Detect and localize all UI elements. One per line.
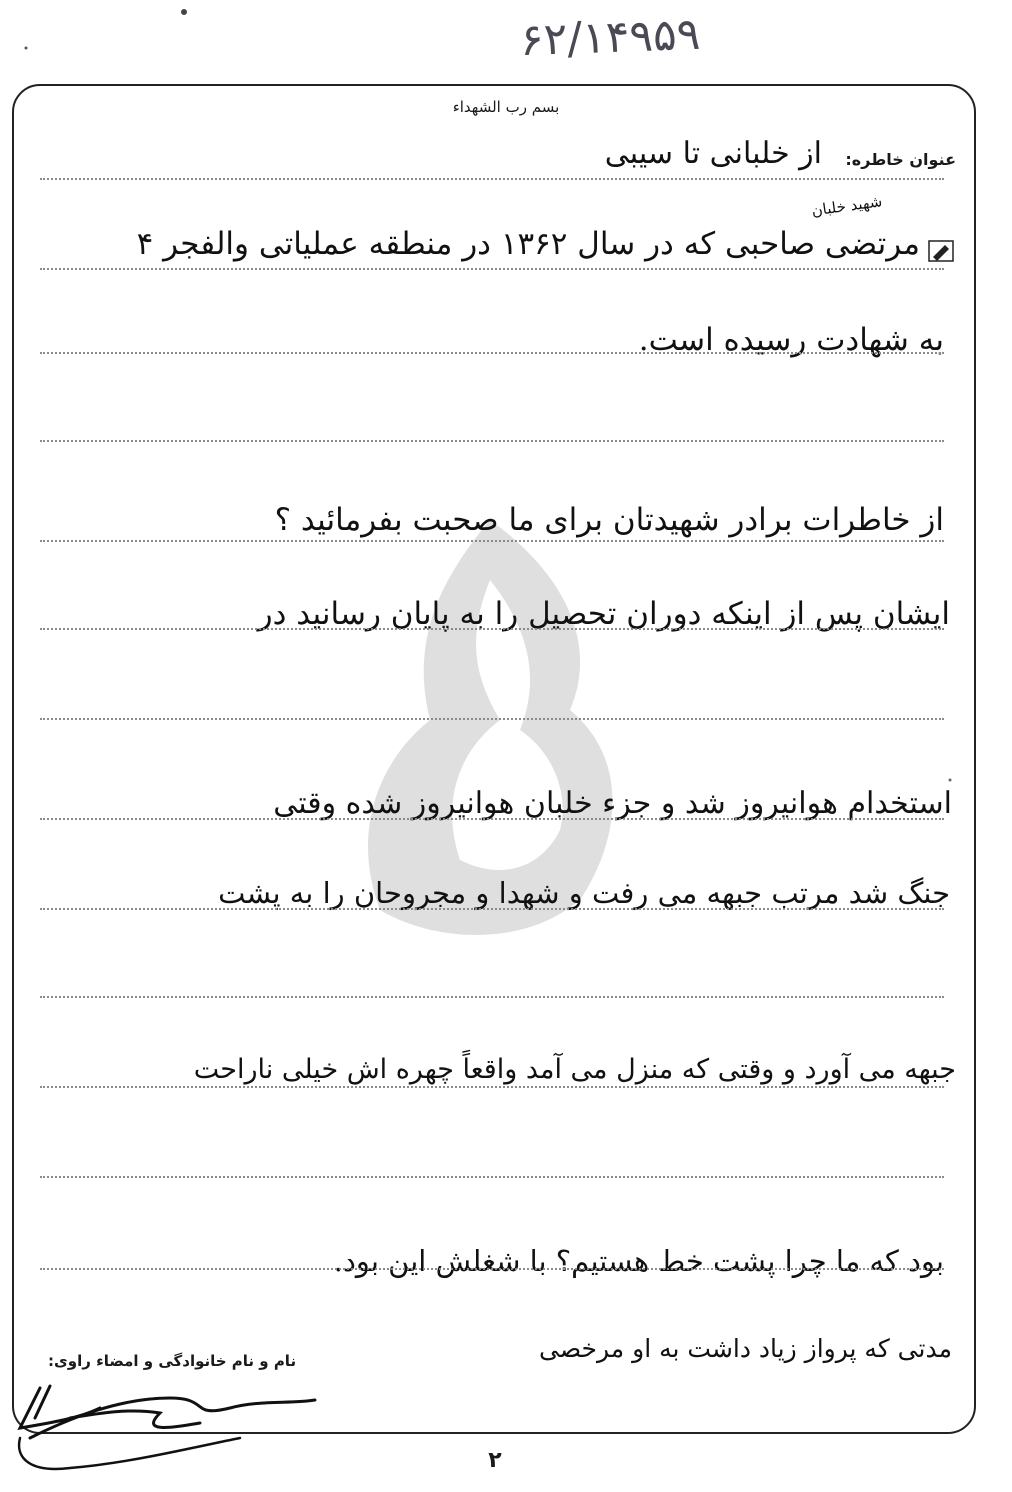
handwritten-line-7: جبهه می آورد و وقتی که منزل می آمد واقعاً چهره اش خیلی ناراحت bbox=[193, 1054, 956, 1085]
rule-line bbox=[40, 440, 944, 442]
pencil-icon bbox=[928, 240, 954, 262]
rule-line bbox=[40, 1086, 944, 1088]
handwritten-line-8: بود که ما چرا پشت خط هستیم؟ با شغلش این بود. bbox=[333, 1244, 944, 1278]
rule-line bbox=[40, 178, 944, 180]
title-value: از خلبانی تا سیبی bbox=[604, 136, 822, 171]
rule-line bbox=[40, 818, 944, 820]
rule-line bbox=[40, 540, 944, 542]
handwritten-line-6: جنگ شد مرتب جبهه می رفت و شهدا و مجروحان را به پشت bbox=[218, 876, 950, 910]
handwritten-line-3: از خاطرات برادر شهیدتان برای ما صحبت بفرمائید ؟ bbox=[274, 502, 944, 538]
rule-line bbox=[40, 718, 944, 720]
rule-line bbox=[40, 908, 944, 910]
handwritten-line-1: مرتضی صاحبی که در سال ۱۳۶۲ در منطقه عملیاتی والفجر ۴ bbox=[136, 226, 920, 262]
archive-number: ۶۲/۱۴۹۵۹ bbox=[519, 8, 702, 67]
insertion-note: شهید خلبان bbox=[810, 192, 884, 220]
rule-line bbox=[40, 628, 944, 630]
narrator-label: نام و نام خانوادگی و امضاء راوی: bbox=[48, 1352, 297, 1370]
rule-line bbox=[40, 1176, 944, 1178]
rule-line bbox=[40, 352, 944, 354]
title-label: عنوان خاطره: bbox=[845, 150, 956, 169]
rule-line bbox=[40, 1268, 944, 1270]
page-number: ۲ bbox=[488, 1448, 502, 1473]
page-heading: بسم رب الشهداء bbox=[452, 98, 560, 116]
handwritten-line-4: ایشان پس از اینکه دوران تحصیل را به پایان رسانید در bbox=[257, 596, 950, 632]
narrator-signature bbox=[10, 1378, 330, 1478]
rule-line bbox=[40, 996, 944, 998]
handwritten-line-2: به شهادت رسیده است. bbox=[638, 322, 944, 358]
rule-line bbox=[40, 268, 944, 270]
handwritten-line-9: مدتی که پرواز زیاد داشت به او مرخصی bbox=[539, 1334, 952, 1363]
handwritten-line-5: استخدام هوانیروز شد و جزء خلبان هوانیروز شده وقتی bbox=[273, 786, 952, 821]
